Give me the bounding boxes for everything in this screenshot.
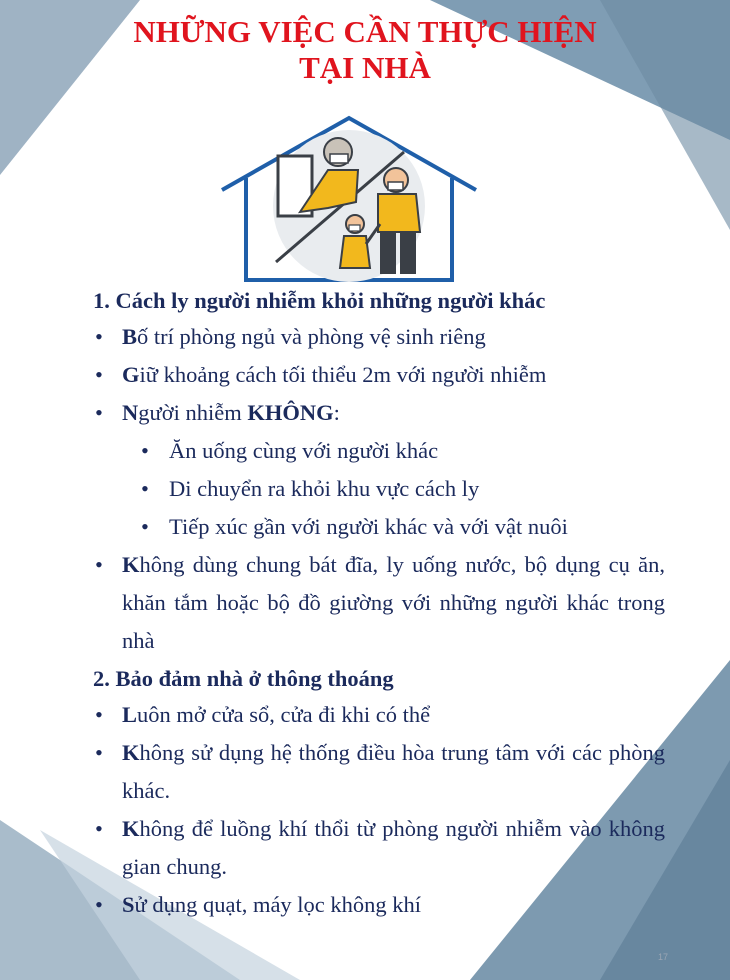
- home-isolation-illustration: [218, 112, 480, 284]
- list-item: • Không sử dụng hệ thống điều hòa trung tâm với các phòng khác.: [93, 734, 665, 810]
- list-item: • Luôn mở cửa sổ, cửa đi khi có thể: [93, 696, 665, 734]
- list-item: • Giữ khoảng cách tối thiểu 2m với người nhiễm: [93, 356, 665, 394]
- list-item: • Người nhiễm KHÔNG:: [93, 394, 665, 432]
- title-line-2: TẠI NHÀ: [299, 50, 431, 85]
- page-number: 17: [657, 952, 668, 962]
- list-item: • Không dùng chung bát đĩa, ly uống nước, bộ dụng cụ ăn, khăn tắm hoặc bộ đồ giường với những người khác trong nhà: [93, 546, 665, 660]
- section-2-heading: 2. Bảo đảm nhà ở thông thoáng: [93, 666, 394, 691]
- sub-list-item: • Di chuyển ra khỏi khu vực cách ly: [93, 470, 665, 508]
- list-item: • Không để luồng khí thổi từ phòng người nhiễm vào không gian chung.: [93, 810, 665, 886]
- list-item: • Sử dụng quạt, máy lọc không khí: [93, 886, 665, 924]
- section-1-list: [93, 318, 665, 660]
- list-item: • Bố trí phòng ngủ và phòng vệ sinh riêng: [93, 318, 665, 356]
- sub-list-item: • Tiếp xúc gần với người khác và với vật nuôi: [93, 508, 665, 546]
- section-2-list: [93, 696, 665, 924]
- section-1-heading: 1. Cách ly người nhiễm khỏi những người khác: [93, 288, 546, 313]
- page-title: [0, 14, 730, 86]
- sub-list-item: • Ăn uống cùng với người khác: [93, 432, 665, 470]
- content-body: [93, 284, 665, 924]
- title-line-1: NHỮNG VIỆC CẦN THỰC HIỆN: [133, 14, 597, 49]
